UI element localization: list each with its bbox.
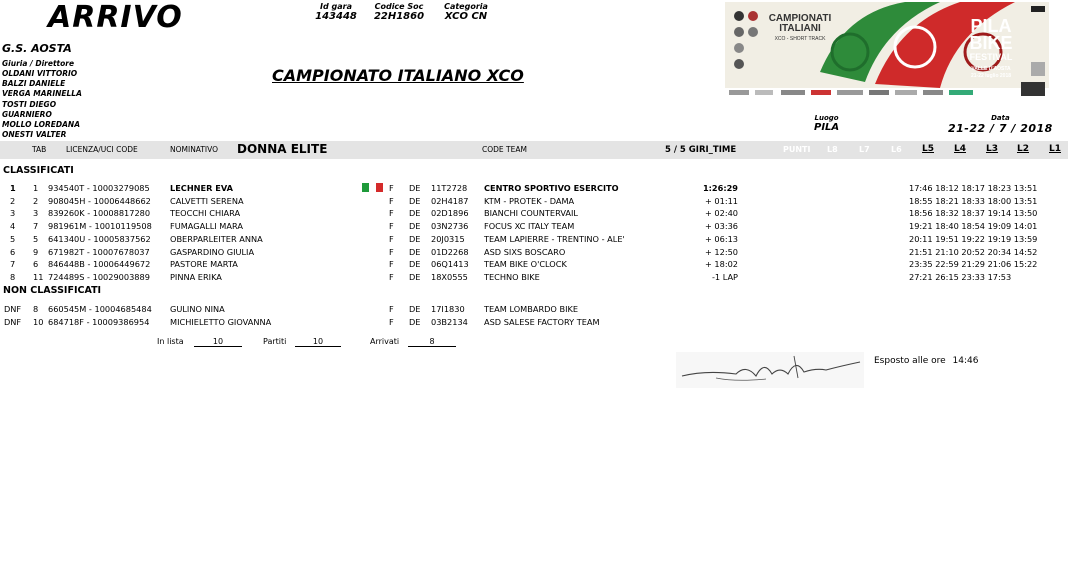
row-pos: DNF xyxy=(4,316,22,327)
col-punti: PUNTI xyxy=(783,145,811,154)
row-licenza: 981961M - 10010119508 xyxy=(48,221,152,232)
row-tab: 6 xyxy=(33,259,39,270)
table-row xyxy=(0,272,1068,284)
logo-brand1: PILA xyxy=(970,16,1012,36)
row-naz: DE xyxy=(409,271,421,282)
jury-member: OLDANI VITTORIO xyxy=(2,69,78,78)
row-team: BIANCHI COUNTERVAIL xyxy=(484,208,578,219)
row-pos: 2 xyxy=(10,195,16,206)
signature-graphic xyxy=(676,352,864,388)
row-team: ASD SIXS BOSCARO xyxy=(484,246,566,257)
codice-soc-value: 22H1860 xyxy=(373,11,425,22)
row-pos: DNF xyxy=(4,304,22,314)
row-naz: DE xyxy=(409,246,421,257)
row-team: TEAM LAPIERRE - TRENTINO - ALE' xyxy=(484,233,625,244)
row-name: FUMAGALLI MARA xyxy=(170,221,243,232)
row-name: TEOCCHI CHIARA xyxy=(170,208,241,219)
race-date xyxy=(948,114,1053,135)
row-code: 06Q1413 xyxy=(431,259,469,270)
row-name: GASPARDINO GIULIA xyxy=(170,246,255,257)
jury-list xyxy=(2,69,82,140)
row-pos: 5 xyxy=(10,233,16,244)
row-name: PASTORE MARTA xyxy=(170,259,238,270)
row-team: KTM - PROTEK - DAMA xyxy=(484,195,575,206)
row-pos: 7 xyxy=(10,259,16,270)
row-code: 02H4187 xyxy=(431,195,469,206)
logo-sub1: VALLE D'AOSTA xyxy=(971,66,1011,72)
row-tab: 1 xyxy=(33,183,39,193)
row-time: + 03:36 xyxy=(704,221,738,232)
row-time: + 12:50 xyxy=(704,246,738,257)
table-row xyxy=(0,259,1068,271)
categoria-label: Categoria xyxy=(444,2,488,11)
categoria-value: XCO CN xyxy=(444,11,488,22)
row-sex: F xyxy=(389,304,394,314)
table-row xyxy=(0,304,1068,316)
col-licenza: LICENZA/UCI CODE xyxy=(66,145,138,154)
jury-member: BALZI DANIELE xyxy=(2,79,66,89)
date-value: 21-22 / 7 / 2018 xyxy=(948,122,1053,135)
row-code: 02D1896 xyxy=(431,208,469,219)
race-title: CAMPIONATO ITALIANO XCO xyxy=(272,66,524,85)
date-label: Data xyxy=(991,114,1010,122)
row-name: OBERPARLEITER ANNA xyxy=(170,233,263,244)
arrivati-value: 8 xyxy=(408,337,456,347)
id-gara-label: Id gara xyxy=(320,2,352,11)
table-row xyxy=(0,221,1068,233)
arrivati-label: Arrivati xyxy=(370,337,400,346)
esposto-time: 14:46 xyxy=(952,356,979,366)
row-naz: DE xyxy=(409,208,421,219)
row-sex: F xyxy=(389,208,394,219)
col-lap-6: L6 xyxy=(891,145,902,154)
id-gara xyxy=(312,2,360,22)
table-row xyxy=(0,247,1068,259)
col-tab: TAB xyxy=(32,145,47,154)
jury-label: Giuria / Direttore xyxy=(2,59,75,68)
jury-member: VERGA MARINELLA xyxy=(2,89,82,99)
table-row xyxy=(0,196,1068,208)
row-code: 03N2736 xyxy=(431,221,469,232)
organizer-name: G.S. AOSTA xyxy=(2,42,72,55)
jury-member: TOSTI DIEGO xyxy=(2,99,57,109)
row-sex: F xyxy=(389,259,394,270)
row-team: TECHNO BIKE xyxy=(484,271,540,282)
col-lap-8: L8 xyxy=(827,145,838,154)
row-sex: F xyxy=(389,183,394,193)
row-pos: 8 xyxy=(10,271,16,282)
col-lap-3: L3 xyxy=(986,144,998,154)
row-tab: 9 xyxy=(33,246,39,257)
id-gara-value: 143448 xyxy=(315,11,357,22)
logo-brand2: BIKE xyxy=(969,33,1013,53)
row-code: 03B2134 xyxy=(431,316,468,327)
col-lap-2: L2 xyxy=(1017,144,1029,154)
row-code: 20J0315 xyxy=(431,233,465,244)
row-sex: F xyxy=(389,195,394,206)
row-naz: DE xyxy=(409,233,421,244)
in-lista-value: 10 xyxy=(194,337,242,347)
row-sex: F xyxy=(389,271,394,282)
row-licenza: 660545M - 10004685484 xyxy=(48,304,152,314)
row-pos: 4 xyxy=(10,221,16,232)
non-classificati-heading: NON CLASSIFICATI xyxy=(3,285,102,296)
row-team: TEAM BIKE O'CLOCK xyxy=(484,259,567,270)
row-name: GULINO NINA xyxy=(170,304,225,314)
row-naz: DE xyxy=(409,316,421,327)
row-laps: 23:35 22:59 21:29 21:06 15:22 xyxy=(909,259,1038,270)
row-licenza: 684718F - 10009386954 xyxy=(48,316,150,327)
in-lista-label: In lista xyxy=(157,337,184,346)
row-time: + 18:02 xyxy=(704,259,738,270)
logo-text xyxy=(765,14,835,44)
row-sex: F xyxy=(389,246,394,257)
col-category: DONNA ELITE xyxy=(237,142,328,156)
row-time: + 01:11 xyxy=(704,195,738,206)
row-tab: 5 xyxy=(33,233,39,244)
row-time: + 06:13 xyxy=(704,233,738,244)
logo-sub2: 21-22 luglio 2018 xyxy=(970,73,1012,79)
row-code: 11T2728 xyxy=(431,183,468,193)
row-naz: DE xyxy=(409,221,421,232)
row-laps: 18:56 18:32 18:37 19:14 13:50 xyxy=(909,208,1038,219)
row-licenza: 671982T - 10007678037 xyxy=(48,246,150,257)
col-lap-7: L7 xyxy=(859,145,870,154)
row-team: TEAM LOMBARDO BIKE xyxy=(484,304,579,314)
row-sex: F xyxy=(389,233,394,244)
col-code-team: CODE TEAM xyxy=(482,145,527,154)
classificati-heading: CLASSIFICATI xyxy=(3,165,74,176)
row-laps: 19:21 18:40 18:54 19:09 14:01 xyxy=(909,221,1038,232)
event-logo xyxy=(725,2,1049,98)
row-team: CENTRO SPORTIVO ESERCITO xyxy=(484,183,619,193)
row-licenza: 724489S - 10029003889 xyxy=(48,271,150,282)
row-laps: 20:11 19:51 19:22 19:19 13:59 xyxy=(909,233,1038,244)
row-licenza: 839260K - 10008817280 xyxy=(48,208,151,219)
signature xyxy=(676,352,864,388)
partiti-label: Partiti xyxy=(263,337,287,346)
row-code: 17I1830 xyxy=(431,304,465,314)
row-team: ASD SALESE FACTORY TEAM xyxy=(484,316,600,327)
luogo-value: PILA xyxy=(814,122,840,133)
logo-line2: ITALIANI xyxy=(779,23,821,34)
esposto-label: Esposto alle ore xyxy=(874,356,946,366)
row-naz: DE xyxy=(409,195,421,206)
row-name: PINNA ERIKA xyxy=(170,271,222,282)
row-naz: DE xyxy=(409,259,421,270)
logo-brand xyxy=(961,18,1021,79)
arrivo-title: ARRIVO xyxy=(48,0,183,35)
row-laps: 27:21 26:15 23:33 17:53 xyxy=(909,271,1012,282)
row-tab: 2 xyxy=(33,195,39,206)
row-code: 18X0555 xyxy=(431,271,468,282)
row-name: MICHIELETTO GIOVANNA xyxy=(170,316,272,327)
row-licenza: 846448B - 10006449672 xyxy=(48,259,151,270)
row-pos: 1 xyxy=(10,183,16,193)
row-name: CALVETTI SERENA xyxy=(170,195,244,206)
table-row xyxy=(0,317,1068,329)
row-licenza: 934540T - 10003279085 xyxy=(48,183,150,193)
row-pos: 3 xyxy=(10,208,16,219)
row-tab: 10 xyxy=(33,316,44,327)
row-tab: 8 xyxy=(33,304,39,314)
row-naz: DE xyxy=(409,304,421,314)
row-laps: 17:46 18:12 18:17 18:23 13:51 xyxy=(909,183,1038,193)
jury-member: MOLLO LOREDANA xyxy=(2,120,81,130)
row-name: LECHNER EVA xyxy=(170,183,233,193)
luogo xyxy=(814,114,839,133)
table-row xyxy=(0,183,1068,195)
row-time: -1 LAP xyxy=(711,271,738,282)
row-tab: 7 xyxy=(33,221,39,232)
partiti-value: 10 xyxy=(295,337,341,347)
col-giri: 5 / 5 GIRI_TIME xyxy=(665,145,737,155)
row-laps: 21:51 21:10 20:52 20:34 14:52 xyxy=(909,246,1038,257)
luogo-label: Luogo xyxy=(814,114,839,122)
logo-brand3: FESTIVAL xyxy=(969,52,1013,62)
table-row xyxy=(0,234,1068,246)
row-sex: F xyxy=(389,316,394,327)
jury-member: GUARNIERO xyxy=(2,109,52,119)
row-sex: F xyxy=(389,221,394,232)
row-tab: 11 xyxy=(33,271,44,282)
row-laps: 18:55 18:21 18:33 18:00 13:51 xyxy=(909,195,1038,206)
codice-soc-label: Codice Soc xyxy=(374,2,424,11)
row-licenza: 641340U - 10005837562 xyxy=(48,233,151,244)
row-code: 01D2268 xyxy=(431,246,469,257)
logo-line1: CAMPIONATI xyxy=(768,13,832,24)
col-nominativo: NOMINATIVO xyxy=(170,145,219,154)
jury-member: ONESTI VALTER xyxy=(2,130,67,140)
table-row xyxy=(0,208,1068,220)
row-naz: DE xyxy=(409,183,421,193)
col-lap-1: L1 xyxy=(1049,144,1061,154)
row-pos: 6 xyxy=(10,246,16,257)
col-lap-4: L4 xyxy=(954,144,966,154)
row-licenza: 908045H - 10006448662 xyxy=(48,195,151,206)
esposto xyxy=(874,356,978,366)
italy-flag-icon xyxy=(362,183,384,192)
codice-soc xyxy=(372,2,426,22)
col-lap-5: L5 xyxy=(922,144,934,154)
logo-line3: XCO - SHORT TRACK xyxy=(774,36,826,42)
row-time: + 02:40 xyxy=(704,208,738,219)
row-tab: 3 xyxy=(33,208,39,219)
row-team: FOCUS XC ITALY TEAM xyxy=(484,221,575,232)
categoria xyxy=(440,2,492,22)
column-header xyxy=(0,141,1068,159)
row-time: 1:26:29 xyxy=(702,183,738,193)
